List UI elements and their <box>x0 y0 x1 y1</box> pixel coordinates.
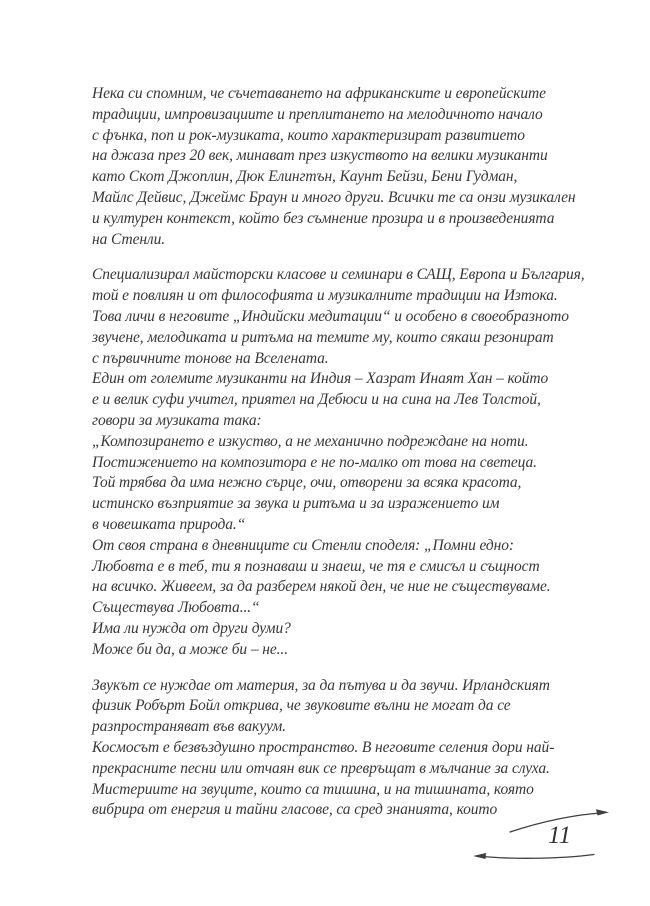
text-line: на джаза през 20 век, минават през изкуството на велики музиканти <box>92 147 548 165</box>
text-line: в човешката природа.“ <box>92 515 246 533</box>
text-line: и културен контекст, който без съмнение прозира и в произведенията <box>92 209 555 227</box>
text-line: Може би да, а може би – не... <box>92 640 288 658</box>
text-line: Той трябва да има нежно сърце, очи, отворени за всяка красота, <box>92 474 522 492</box>
text-line: прекрасните песни или отчаян вик се превръщат в мълчание за слуха. <box>92 759 550 777</box>
text-line: вибрира от енергия и тайни гласове, са сред знанията, които <box>92 801 498 819</box>
text-line: физик Робърт Бойл открива, че звуковите вълни не могат да се <box>92 697 511 715</box>
paragraph <box>92 265 592 660</box>
text-line: „Композирането е изкуство, а не механично подреждане на ноти. <box>92 432 529 450</box>
text-line: Един от големите музиканти на Индия – Хазрат Инаят Хан – който <box>92 370 549 388</box>
page-number: 11 <box>548 822 572 849</box>
text-line: звучене, мелодиката и ритъма на темите му, които сякаш резонират <box>92 328 554 346</box>
text-line: Съществува Любовта...“ <box>92 599 260 617</box>
text-line: Любовта е в теб, ти я познаваш и знаеш, че тя е смисъл и същност <box>92 557 540 575</box>
text-line: той е повлиян и от философията и музикалните традиции на Изтока. <box>92 287 558 305</box>
body-text <box>92 84 592 821</box>
text-line: От своя страна в дневниците си Стенли споделя: „Помни едно: <box>92 536 514 554</box>
text-line: Нека си спомним, че съчетаването на африканските и европейските <box>92 85 546 102</box>
page-footer <box>468 804 624 870</box>
text-line: Космосът е безвъздушно пространство. В неговите селения дори най- <box>92 738 555 756</box>
text-line: говори за музиката така: <box>92 411 262 429</box>
text-line: с фънка, поп и рок-музиката, които характеризират развитието <box>92 126 525 144</box>
text-line: на всичко. Живеем, за да разберем някой ден, че ние не съществуваме. <box>92 578 551 596</box>
paragraph <box>92 676 592 822</box>
text-line: Специализирал майсторски класове и семинари в САЩ, Европа и България, <box>92 266 585 284</box>
text-line: Майлс Дейвис, Джеймс Браун и много други. Всички те са онзи музикален <box>92 188 576 206</box>
text-line: е и велик суфи учител, приятел на Дебюси и на сина на Лев Толстой, <box>92 391 541 409</box>
text-line: Това личи в неговите „Индийски медитации“ и особено в своеобразното <box>92 307 569 325</box>
text-line: Постижението на композитора е не по-малко от това на светеца. <box>92 453 537 471</box>
text-line: на Стенли. <box>92 230 166 248</box>
text-line: с първичните тонове на Вселената. <box>92 349 329 367</box>
text-line: Има ли нужда от други думи? <box>92 619 291 637</box>
text-line: Звукът се нуждае от материя, за да пътува и да звучи. Ирландският <box>92 676 550 694</box>
text-line: традиции, импровизациите и преплитането на мелодичното начало <box>92 105 543 123</box>
text-line: истинско възприятие за звука и ритъма и за изражението им <box>92 495 500 513</box>
text-line: като Скот Джоплин, Дюк Елингтън, Каунт Бейзи, Бени Гудман, <box>92 168 518 186</box>
text-line: Мистериите на звуците, които са тишина, и на тишината, която <box>92 780 534 798</box>
flourish-bottom-icon <box>473 853 594 859</box>
paragraph <box>92 84 592 250</box>
page-number-flourishes <box>468 804 624 870</box>
text-line: разпространяват във вакуум. <box>92 718 286 736</box>
